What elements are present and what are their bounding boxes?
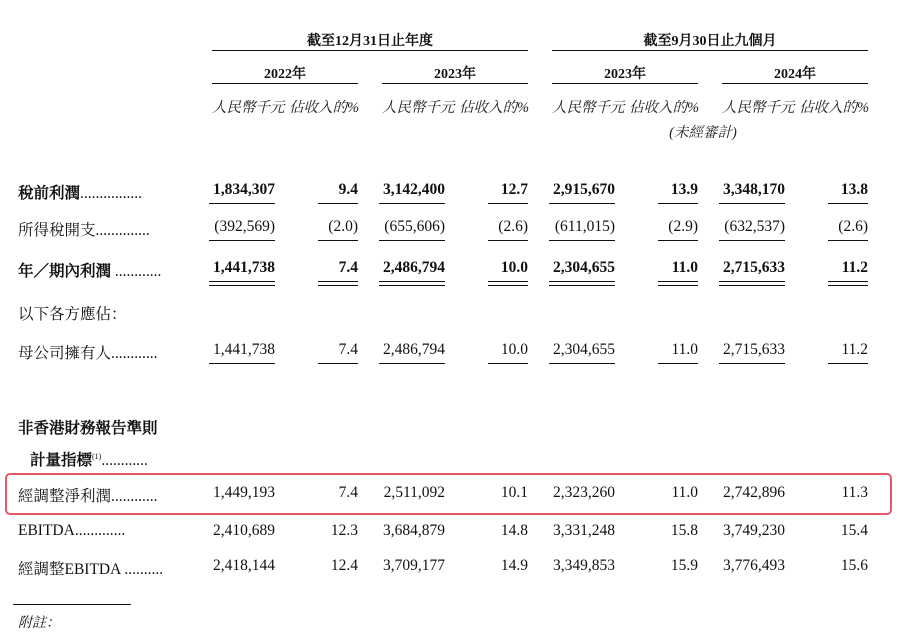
col-header-pct: 佔收入的% — [628, 100, 700, 116]
value-cell: 7.4 — [338, 341, 358, 358]
cell-underline — [828, 203, 868, 204]
row-label-profit-before-tax: 稅前利潤................ — [18, 185, 143, 202]
col-header-pct: 佔收入的% — [288, 100, 360, 116]
value-cell: 11.0 — [671, 484, 698, 501]
value-cell: 13.9 — [670, 181, 698, 198]
year-header: 2022年 — [264, 67, 306, 82]
value-cell: 10.0 — [500, 341, 528, 358]
value-cell: 2,511,092 — [383, 484, 445, 501]
value-cell: 7.4 — [338, 484, 358, 501]
value-cell: 2,715,633 — [723, 259, 785, 276]
value-cell: 2,323,260 — [553, 484, 615, 501]
cell-underline — [318, 363, 358, 364]
cell-underline — [658, 285, 698, 286]
cell-underline — [828, 281, 868, 282]
cell-underline — [379, 363, 445, 364]
value-cell: 3,749,230 — [723, 522, 785, 539]
value-cell: 3,142,400 — [383, 181, 445, 198]
col-header-amount: 人民幣千元 — [552, 100, 625, 116]
header-rule — [212, 50, 528, 51]
value-cell: (2.6) — [838, 218, 868, 235]
value-cell: (632,537) — [724, 218, 785, 235]
value-cell: 12.7 — [500, 181, 528, 198]
value-cell: 14.8 — [500, 522, 528, 539]
value-cell: (2.9) — [668, 218, 698, 235]
value-cell: (2.6) — [498, 218, 528, 235]
cell-underline — [719, 281, 785, 282]
value-cell: 11.2 — [841, 259, 868, 276]
cell-underline — [379, 240, 445, 241]
cell-underline — [379, 285, 445, 286]
value-cell: 7.4 — [338, 259, 358, 276]
value-cell: 13.8 — [840, 181, 868, 198]
cell-underline — [549, 281, 615, 282]
value-cell: 3,349,853 — [553, 557, 615, 574]
value-cell: 1,441,738 — [213, 259, 275, 276]
cell-underline — [488, 281, 528, 282]
col-header-amount: 人民幣千元 — [722, 100, 795, 116]
value-cell: 15.8 — [670, 522, 698, 539]
cell-underline — [318, 281, 358, 282]
cell-underline — [828, 363, 868, 364]
col-header-pct: 佔收入的% — [798, 100, 870, 116]
year-rule — [212, 83, 358, 84]
value-cell: (392,569) — [214, 218, 275, 235]
row-label-ebitda: EBITDA............. — [18, 522, 126, 539]
value-cell: 10.0 — [500, 259, 528, 276]
cell-underline — [719, 240, 785, 241]
value-cell: 2,742,896 — [723, 484, 785, 501]
year-header: 2023年 — [604, 67, 646, 82]
row-label-measures: 計量指標$^{(1)}$............ — [30, 451, 148, 469]
value-cell: 2,715,633 — [723, 341, 785, 358]
cell-underline — [658, 363, 698, 364]
value-cell: 15.6 — [840, 557, 868, 574]
value-cell: 10.1 — [500, 484, 528, 501]
cell-underline — [719, 285, 785, 286]
year-rule — [722, 83, 868, 84]
header-rule — [552, 50, 868, 51]
value-cell: 2,304,655 — [553, 341, 615, 358]
value-cell: (611,015) — [554, 218, 615, 235]
row-label-period-profit: 年／期內利潤 ............ — [18, 263, 162, 280]
cell-underline — [549, 240, 615, 241]
value-cell: 11.2 — [841, 341, 868, 358]
value-cell: 2,304,655 — [553, 259, 615, 276]
value-cell: 2,915,670 — [553, 181, 615, 198]
cell-underline — [209, 240, 275, 241]
value-cell: 15.4 — [840, 522, 868, 539]
cell-underline — [379, 281, 445, 282]
row-label-adjusted-net-profit: 經調整淨利潤............ — [18, 488, 158, 505]
value-cell: 2,486,794 — [383, 341, 445, 358]
value-cell: 12.4 — [330, 557, 358, 574]
year-header: 2023年 — [434, 67, 476, 82]
cell-underline — [719, 363, 785, 364]
period-header-fy: 截至12月31日止年度 — [307, 34, 433, 49]
value-cell: 3,684,879 — [383, 522, 445, 539]
value-cell: 11.3 — [841, 484, 868, 501]
cell-underline — [318, 240, 358, 241]
cell-underline — [488, 203, 528, 204]
value-cell: 14.9 — [500, 557, 528, 574]
cell-underline — [549, 363, 615, 364]
footnote-rule — [13, 604, 131, 605]
cell-underline — [209, 285, 275, 286]
cell-underline — [209, 281, 275, 282]
value-cell: 1,834,307 — [213, 181, 275, 198]
cell-underline — [828, 240, 868, 241]
value-cell: 3,348,170 — [723, 181, 785, 198]
cell-underline — [488, 240, 528, 241]
value-cell: 9.4 — [338, 181, 358, 198]
cell-underline — [488, 363, 528, 364]
unaudited-note: (未經審計) — [669, 125, 737, 141]
value-cell: 2,418,144 — [213, 557, 275, 574]
value-cell: (2.0) — [328, 218, 358, 235]
row-label-non-hkfrs: 非香港財務報告準則 — [18, 420, 158, 437]
cell-underline — [658, 281, 698, 282]
cell-underline — [549, 285, 615, 286]
cell-underline — [658, 203, 698, 204]
year-rule — [382, 83, 528, 84]
cell-underline — [488, 285, 528, 286]
row-label-attributable: 以下各方應佔： — [18, 306, 127, 323]
cell-underline — [318, 203, 358, 204]
value-cell: 2,486,794 — [383, 259, 445, 276]
col-header-amount: 人民幣千元 — [212, 100, 285, 116]
cell-underline — [549, 203, 615, 204]
row-label-parent-owners: 母公司擁有人............ — [18, 345, 158, 362]
row-label-income-tax: 所得稅開支.............. — [18, 222, 150, 239]
value-cell: 15.9 — [670, 557, 698, 574]
value-cell: 11.0 — [671, 259, 698, 276]
cell-underline — [318, 285, 358, 286]
value-cell: (655,606) — [384, 218, 445, 235]
value-cell: 3,709,177 — [383, 557, 445, 574]
col-header-pct: 佔收入的% — [458, 100, 530, 116]
value-cell: 3,331,248 — [553, 522, 615, 539]
cell-underline — [209, 363, 275, 364]
year-header: 2024年 — [774, 67, 816, 82]
value-cell: 2,410,689 — [213, 522, 275, 539]
year-rule — [552, 83, 698, 84]
value-cell: 11.0 — [671, 341, 698, 358]
cell-underline — [658, 240, 698, 241]
cell-underline — [209, 203, 275, 204]
row-label-adjusted-ebitda: 經調整EBITDA .......... — [18, 561, 164, 578]
period-header-9m: 截至9月30日止九個月 — [643, 34, 777, 49]
cell-underline — [828, 285, 868, 286]
cell-underline — [379, 203, 445, 204]
col-header-amount: 人民幣千元 — [382, 100, 455, 116]
cell-underline — [719, 203, 785, 204]
footnote-label: 附註： — [18, 616, 60, 631]
value-cell: 1,441,738 — [213, 341, 275, 358]
value-cell: 3,776,493 — [723, 557, 785, 574]
value-cell: 12.3 — [330, 522, 358, 539]
value-cell: 1,449,193 — [213, 484, 275, 501]
